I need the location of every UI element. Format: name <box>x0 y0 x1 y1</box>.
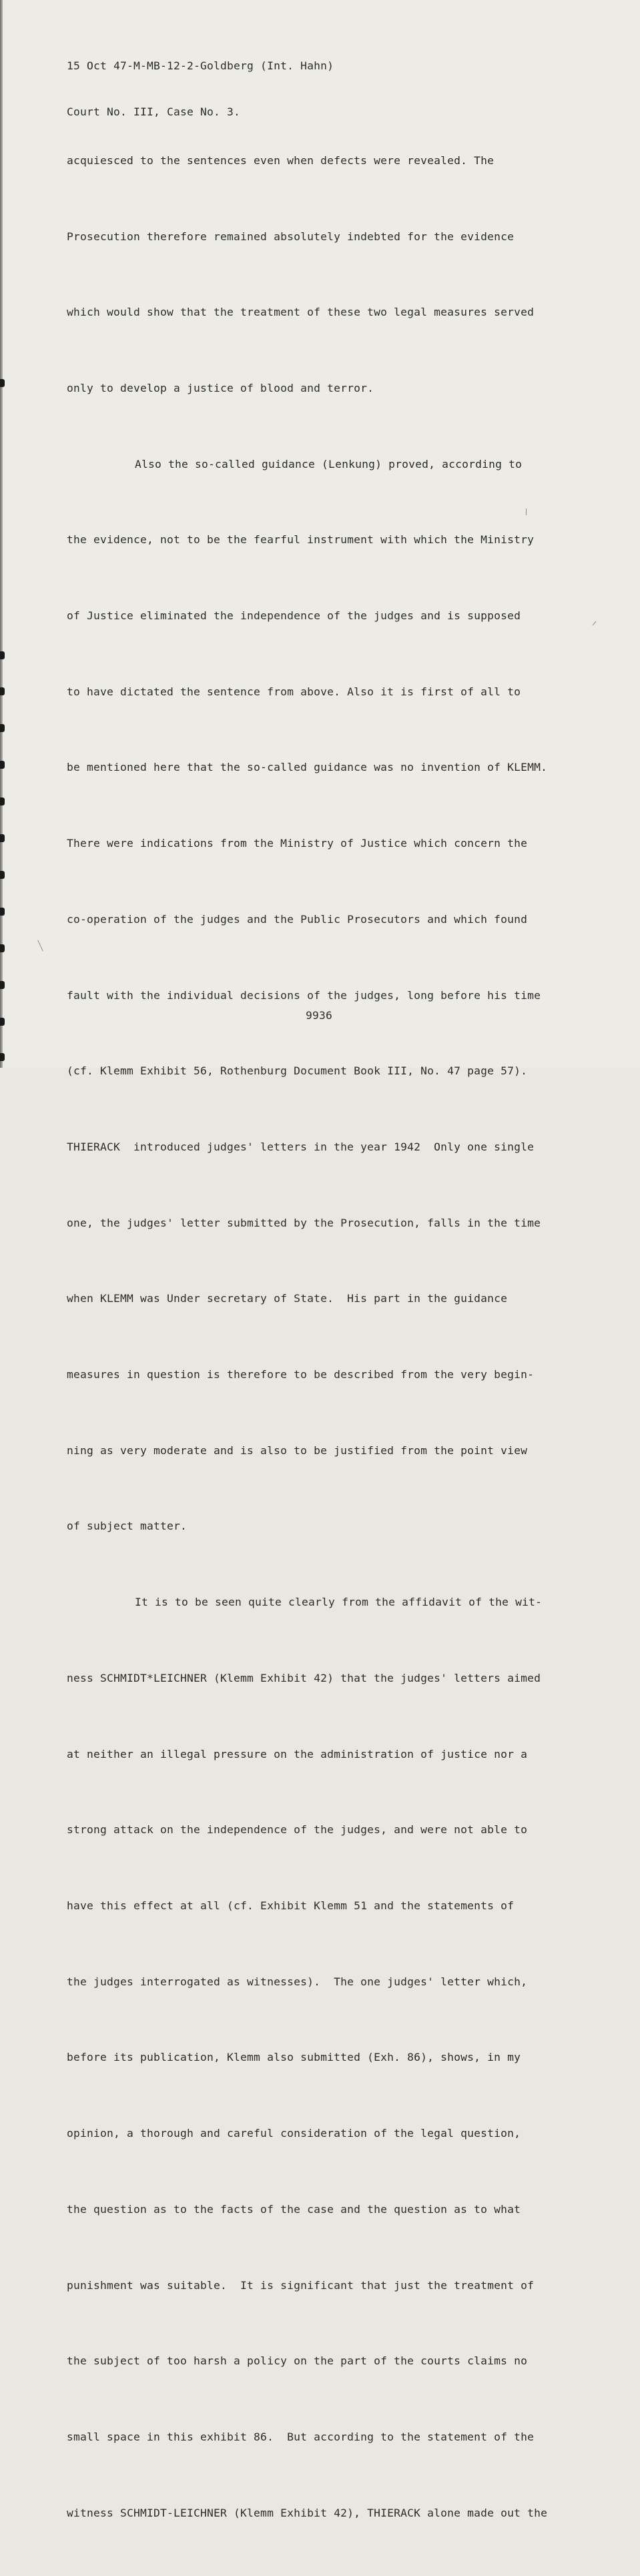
body-line: ness SCHMIDT*LEICHNER (Klemm Exhibit 42) that the judges' letters aimed <box>67 1671 541 1684</box>
body-line: at neither an illegal pressure on the administration of justice nor a <box>67 1747 528 1760</box>
body-line: which would show that the treatment of these two legal measures served <box>67 306 535 319</box>
body-line: Also the so-called guidance (Lenkung) proved, according to <box>135 457 523 470</box>
punch-hole <box>0 761 5 769</box>
body-line: Prosecution therefore remained absolutely indebted for the evidence <box>67 230 515 243</box>
body-line: the subject of too harsh a policy on the part of the courts claims no <box>67 2354 528 2368</box>
body-line: There were indications from the Ministry of Justice which concern the <box>67 837 528 850</box>
punch-hole <box>0 1053 5 1061</box>
punch-hole <box>0 379 5 387</box>
punch-hole <box>0 944 5 952</box>
body-line: have this effect at all (cf. Exhibit Klemm 51 and the statements of <box>67 1899 515 1912</box>
body-line: to have dictated the sentence from above. Also it is first of all to <box>67 685 521 698</box>
header-line-2: Court No. III, Case No. 3. <box>67 105 241 118</box>
body-line: the judges interrogated as witnesses). The one judges' letter which, <box>67 1975 528 1988</box>
body-line: of subject matter. <box>67 1520 188 1533</box>
body-line: THIERACK introduced judges' letters in the year 1942 Only one single <box>67 1140 535 1153</box>
body-line: witness SCHMIDT-LEICHNER (Klemm Exhibit 42), THIERACK alone made out the <box>67 2506 548 2519</box>
document-body <box>67 97 547 2576</box>
body-line: It is to be seen quite clearly from the affidavit of the wit- <box>135 1596 543 1609</box>
stray-mark <box>37 940 43 952</box>
body-line: fault with the individual decisions of the judges, long before his time <box>67 988 541 1002</box>
punch-hole <box>0 687 5 695</box>
punch-hole <box>0 908 5 916</box>
body-line: when KLEMM was Under secretary of State. His part in the guidance <box>67 1292 508 1305</box>
body-line: small space in this exhibit 86. But according to the statement of the <box>67 2430 535 2443</box>
body-line: strong attack on the independence of the judges, and were not able to <box>67 1823 528 1837</box>
body-line: ning as very moderate and is also to be justified from the point view <box>67 1443 528 1457</box>
body-line: of Justice eliminated the independence of the judges and is supposed <box>67 609 521 623</box>
body-line: (cf. Klemm Exhibit 56, Rothenburg Document Book III, No. 47 page 57). <box>67 1064 528 1078</box>
body-line: co-operation of the judges and the Public Prosecutors and which found <box>67 912 528 926</box>
body-line: opinion, a thorough and careful consideration of the legal question, <box>67 2127 521 2140</box>
punch-hole <box>0 797 5 806</box>
punch-hole <box>0 1018 5 1026</box>
body-line: measures in question is therefore to be described from the very begin- <box>67 1368 535 1381</box>
body-line: before its publication, Klemm also submitted (Exh. 86), shows, in my <box>67 2051 521 2064</box>
punch-hole <box>0 981 5 989</box>
punch-hole <box>0 871 5 879</box>
body-line: punishment was suitable. It is significant that just the treatment of <box>67 2278 535 2292</box>
body-line: only to develop a justice of blood and terror. <box>67 381 374 394</box>
body-line: be mentioned here that the so-called guidance was no invention of KLEMM. <box>67 761 548 774</box>
punch-hole <box>0 651 5 659</box>
body-line: acquiesced to the sentences even when defects were revealed. The <box>67 153 495 167</box>
header-line-1: 15 Oct 47-M-MB-12-2-Goldberg (Int. Hahn) <box>67 59 334 72</box>
stray-mark <box>593 621 597 626</box>
punch-hole <box>0 724 5 732</box>
body-line: the evidence, not to be the fearful instrument with which the Ministry <box>67 533 535 547</box>
punch-hole <box>0 834 5 842</box>
body-line: the question as to the facts of the case and the question as to what <box>67 2202 521 2216</box>
page-number: 9936 <box>306 1009 333 1022</box>
body-line: one, the judges' letter submitted by the Prosecution, falls in the time <box>67 1216 541 1229</box>
